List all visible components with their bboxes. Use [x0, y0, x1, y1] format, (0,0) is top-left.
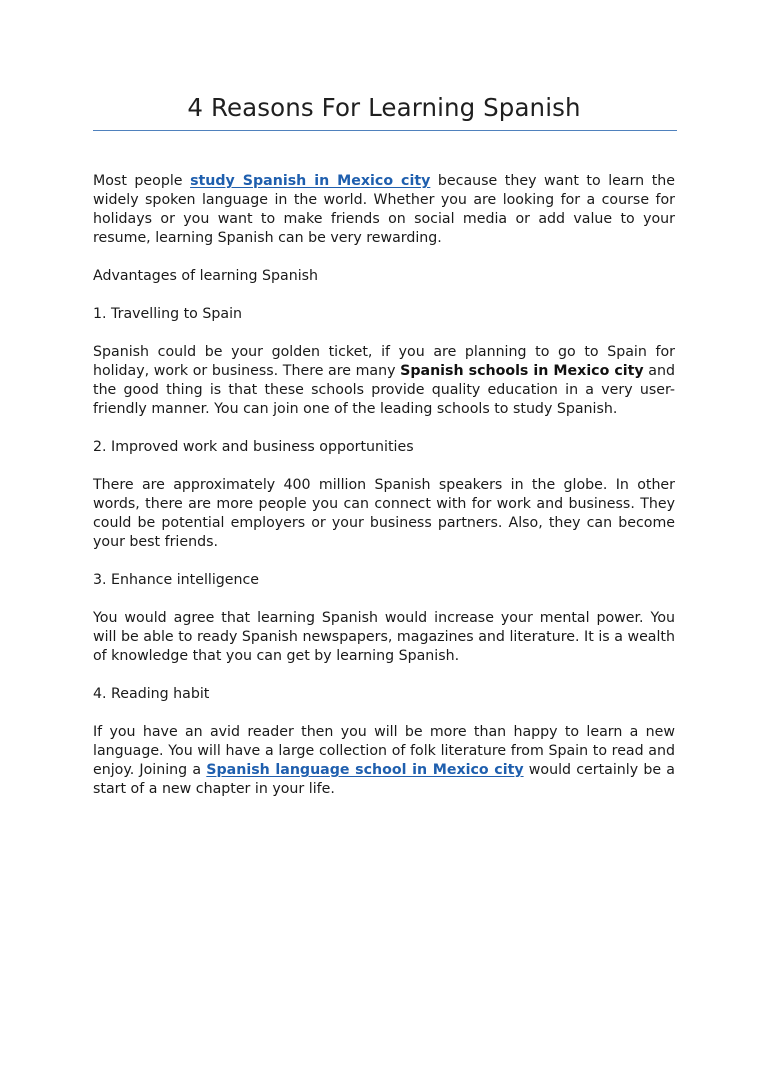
- section-3-paragraph: You would agree that learning Spanish would increase your mental power. You will be able to ready Spanish newspapers, magazines and literature. It is a wealth of knowledge that you can get by learning Spanish.: [93, 610, 675, 664]
- title-underline-rule: [93, 130, 677, 131]
- intro-text-after: because they want to learn the widely spoken language in the world. Whether you are looking for a course for holidays or you want to make friends on social media or add value to your resume, learning Spanish can be very rewarding.: [93, 173, 675, 246]
- document-title: 4 Reasons For Learning Spanish: [187, 93, 581, 122]
- intro-paragraph: [93, 172, 675, 248]
- section-1-paragraph: [93, 343, 675, 419]
- document-body: [93, 172, 675, 818]
- spanish-language-school-link[interactable]: Spanish language school in Mexico city: [206, 762, 524, 778]
- study-spanish-mexico-city-link[interactable]: study Spanish in Mexico city: [190, 173, 431, 189]
- section-1-text-before: Spanish could be your golden ticket, if you are planning to go to Spain for holiday, work or business. There are many: [93, 344, 675, 379]
- section-2-heading: 2. Improved work and business opportunities: [93, 439, 414, 455]
- advantages-heading: Advantages of learning Spanish: [93, 268, 319, 284]
- section-4-text-before: If you have an avid reader then you will be more than happy to learn a new language. You will have a large collection of folk literature from Spain to read and enjoy. Joining a: [93, 724, 675, 778]
- section-4-paragraph: [93, 723, 675, 799]
- section-4-heading: 4. Reading habit: [93, 686, 210, 702]
- section-2-paragraph: There are approximately 400 million Spanish speakers in the globe. In other words, there are more people you can connect with for work and business. They could be potential employers or your business partners. Also, they can become your best friends.: [93, 477, 675, 550]
- section-3-heading: 3. Enhance intelligence: [93, 572, 260, 588]
- spanish-schools-bold-text: Spanish schools in Mexico city: [400, 363, 644, 379]
- intro-text-before: Most people: [93, 173, 191, 189]
- section-4-text-after: would certainly be a start of a new chapter in your life.: [93, 762, 675, 797]
- section-1-text-after: and the good thing is that these schools provide quality education in a very user-friendly manner. You can join one of the leading schools to study Spanish.: [93, 363, 675, 417]
- section-1-heading: 1. Travelling to Spain: [93, 306, 243, 322]
